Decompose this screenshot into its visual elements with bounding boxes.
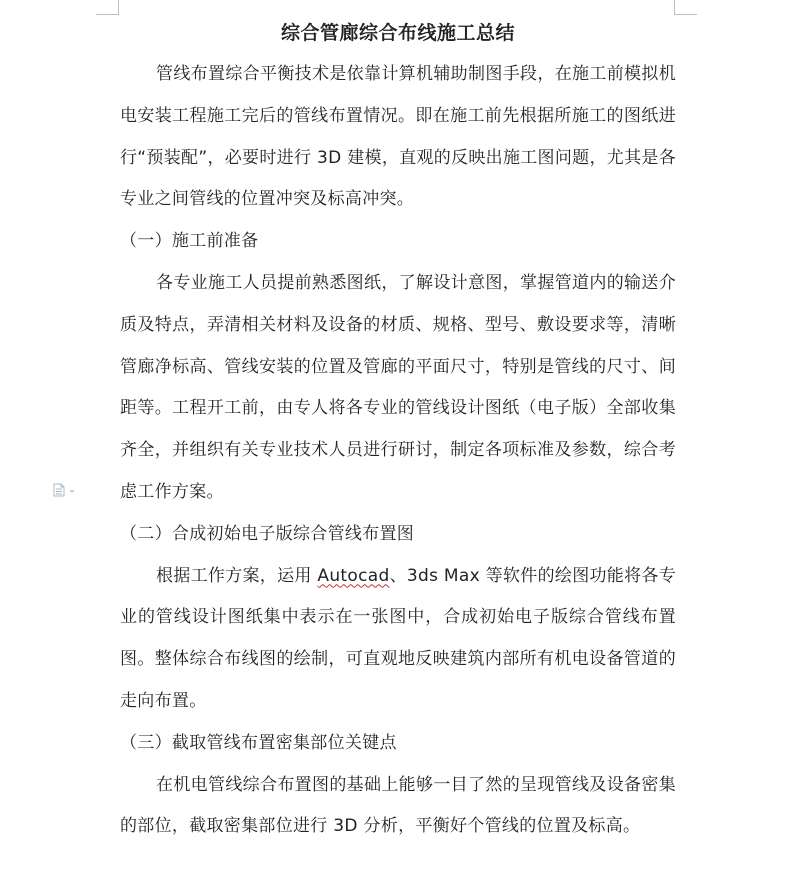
section-body-2-post: 、3ds Max 等软件的绘图功能将各专业的管线设计图纸集中表示在一张图中，合成初始电子版综合管线布置图。整体综合布线图的绘制，可直观地反映建筑内部所有机电设备管道的走向布置。 (120, 565, 676, 711)
spellcheck-word-autocad[interactable]: Autocad (317, 565, 390, 586)
section-heading-2: （二）合成初始电子版综合管线布置图 (120, 523, 415, 544)
page-corner-mark-top-left (96, 0, 119, 15)
section-body-2 (120, 556, 676, 723)
document-icon[interactable] (53, 482, 77, 496)
section-body-1: 各专业施工人员提前熟悉图纸，了解设计意图，掌握管道内的输送介质及特点，弄清相关材料及设备的材质、规格、型号、敷设要求等，清晰管廊净标高、管线安装的位置及管廊的平面尺寸，特别是管线的尺寸、间距等。工程开工前，由专人将各专业的管线设计图纸（电子版）全部收集齐全，并组织有关专业技术人员进行研讨，制定各项标准及参数，综合考虑工作方案。 (120, 272, 676, 502)
page-corner-mark-top-right (674, 0, 697, 15)
document-page (120, 12, 676, 848)
section-heading-3: （三）截取管线布置密集部位关键点 (120, 732, 397, 753)
section-heading-1: （一）施工前准备 (120, 231, 259, 252)
document-title: 综合管廊综合布线施工总结 (280, 22, 515, 44)
section-body-2-pre: 根据工作方案，运用 (156, 565, 318, 586)
intro-paragraph: 管线布置综合平衡技术是依靠计算机辅助制图手段，在施工前模拟机电安装工程施工完后的管线布置情况。即在施工前先根据所施工的图纸进行“预装配”，必要时进行 3D 建模，直观的反映出施工图问题，尤其是各专业之间管线的位置冲突及标高冲突。 (120, 64, 676, 210)
section-body-3: 在机电管线综合布置图的基础上能够一目了然的呈现管线及设备密集的部位，截取密集部位进行 3D 分析，平衡好个管线的位置及标高。 (120, 774, 676, 837)
